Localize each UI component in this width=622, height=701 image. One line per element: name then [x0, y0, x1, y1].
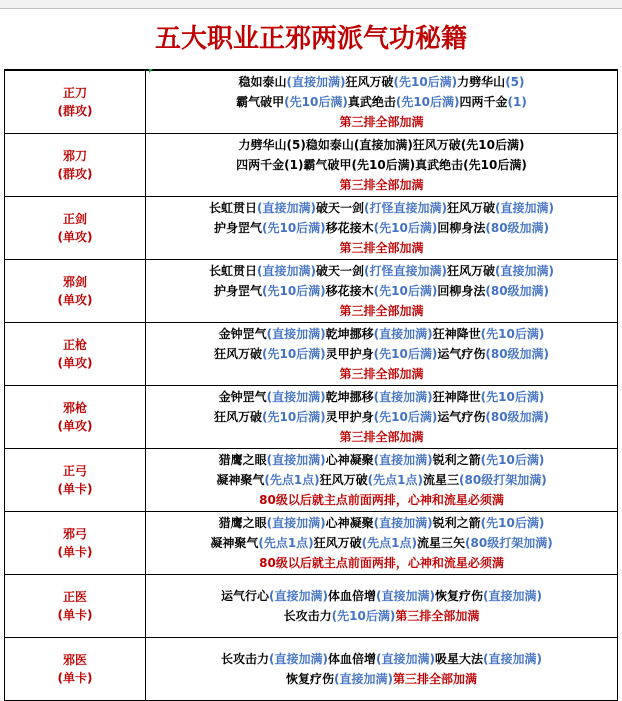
table-row	[5, 575, 618, 638]
skill-name: 心神凝聚	[325, 453, 374, 467]
class-cell[interactable]	[5, 134, 146, 197]
skill-name: 狂风万破	[213, 347, 262, 361]
skill-point-note: (80级加满)	[485, 347, 550, 361]
skill-point-note: (先点1点)	[258, 536, 314, 550]
skill-point-note: (直接加满)	[373, 453, 433, 467]
table-row	[5, 386, 618, 449]
skill-name: 锐利之箭	[432, 453, 481, 467]
skill-line	[146, 198, 617, 218]
class-name: 正弓	[62, 464, 87, 478]
skill-allocation-cell[interactable]	[146, 449, 618, 512]
skill-allocation-cell[interactable]	[146, 134, 618, 197]
skill-name: 心神凝聚	[325, 516, 374, 530]
skill-point-note: (80级加满)	[485, 410, 550, 424]
skill-point-note: (直接加满)	[376, 589, 435, 603]
skill-line	[146, 586, 617, 606]
skill-line	[146, 427, 617, 447]
skill-point-note: (先10后满)	[261, 347, 326, 361]
skill-name: 锐利之箭	[432, 516, 481, 530]
skill-line	[146, 490, 617, 510]
highlight-note: 80级以后就主点前面两排，心神和流星必须满	[259, 493, 504, 507]
skill-name: 移花接木	[325, 284, 374, 298]
class-cell[interactable]	[5, 638, 146, 701]
skill-line	[146, 281, 617, 301]
class-cell[interactable]	[5, 512, 146, 575]
class-attack-type: (单卡)	[57, 671, 93, 685]
skill-name: 长攻击力	[221, 652, 270, 666]
skill-point-note: (先10后满)	[395, 95, 460, 109]
skill-point-note: (先点1点)	[264, 473, 320, 487]
skill-point-note: (直接加满)	[269, 589, 328, 603]
skill-point-note: (直接加满)	[266, 516, 326, 530]
skill-name: 乾坤挪移	[325, 390, 374, 404]
skill-name: 力劈华山(5)稳如泰山(直接加满)狂风万破(先10后满)	[238, 138, 525, 152]
highlight-note: 第三排全部加满	[395, 609, 480, 623]
highlight-note: 第三排全部加满	[339, 367, 424, 381]
skill-point-note: (先10后满)	[261, 284, 326, 298]
skill-line	[146, 155, 617, 175]
skill-point-note: (5)	[505, 75, 525, 89]
skill-point-note: (先10后满)	[261, 410, 326, 424]
class-attack-type: (单攻)	[57, 293, 93, 307]
skill-line	[146, 112, 617, 132]
skill-point-note: (先10后满)	[373, 284, 438, 298]
skill-point-note: (先10后满)	[261, 221, 326, 235]
skill-name: 恢复疗伤	[285, 672, 334, 686]
skill-line	[146, 261, 617, 281]
class-name: 邪医	[62, 653, 87, 667]
table-row	[5, 323, 618, 386]
skill-name: 恢复疗伤	[435, 589, 484, 603]
skill-line	[146, 72, 617, 92]
skill-point-note: (打怪直接加满)	[364, 264, 447, 278]
skill-point-note: (直接加满)	[266, 453, 326, 467]
skill-line	[146, 387, 617, 407]
skill-name: 金钟罡气	[218, 390, 267, 404]
skill-line	[146, 364, 617, 384]
skill-name: 移花接木	[325, 221, 374, 235]
table-row	[5, 638, 618, 701]
class-name: 邪剑	[62, 275, 87, 289]
skill-point-note: (直接加满)	[483, 652, 542, 666]
skill-line	[146, 606, 617, 626]
table-row	[5, 512, 618, 575]
class-name: 邪弓	[62, 527, 87, 541]
cell-comment-marker-icon	[149, 69, 153, 73]
skill-name: 灵甲护身	[325, 347, 374, 361]
skill-name: 护身罡气	[213, 284, 262, 298]
class-cell[interactable]	[5, 323, 146, 386]
skill-point-note: (直接加满)	[376, 652, 435, 666]
skill-point-note: (先10后满)	[331, 609, 396, 623]
skill-point-note: (80级加满)	[485, 284, 550, 298]
skill-line	[146, 407, 617, 427]
skill-line	[146, 450, 617, 470]
skill-name: 四两千金	[459, 95, 508, 109]
skill-point-note: (先10后满)	[480, 453, 545, 467]
skill-name: 狂风万破	[447, 201, 496, 215]
class-cell[interactable]	[5, 71, 146, 134]
skill-allocation-cell[interactable]	[146, 638, 618, 701]
skill-line	[146, 649, 617, 669]
class-attack-type: (单卡)	[57, 608, 93, 622]
skill-name: 破天一剑	[316, 201, 365, 215]
skill-name: 回柳身法	[437, 221, 486, 235]
table-row	[5, 260, 618, 323]
skill-point-note: (先10后满)	[480, 390, 545, 404]
skill-name: 流星三	[423, 473, 460, 487]
skill-allocation-cell[interactable]	[146, 323, 618, 386]
skill-point-note: (80级加满)	[485, 221, 550, 235]
skill-point-note: (先10后满)	[373, 221, 438, 235]
skill-line	[146, 238, 617, 258]
skill-point-note: (直接加满)	[373, 327, 433, 341]
skill-point-note: (80级打架加满)	[459, 473, 547, 487]
skill-line	[146, 135, 617, 155]
skill-name: 吸星大法	[435, 652, 484, 666]
table-row	[5, 71, 618, 134]
skill-name: 运气行心	[221, 589, 270, 603]
class-attack-type: (群攻)	[57, 104, 93, 118]
skill-point-note: (直接加满)	[334, 672, 393, 686]
skill-allocation-cell[interactable]	[146, 575, 618, 638]
class-attack-type: (单卡)	[57, 545, 93, 559]
class-cell[interactable]	[5, 386, 146, 449]
skill-point-note: (先10后满)	[373, 410, 438, 424]
class-name: 正医	[62, 590, 87, 604]
skill-point-note: (直接加满)	[266, 390, 326, 404]
skill-name: 力劈华山	[457, 75, 506, 89]
skill-point-note: (直接加满)	[495, 201, 554, 215]
skill-name: 金钟罡气	[218, 327, 267, 341]
skill-point-note: (直接加满)	[266, 327, 326, 341]
skill-name: 长攻击力	[283, 609, 332, 623]
class-attack-type: (单攻)	[57, 419, 93, 433]
skill-name: 四两千金(1)霸气破甲(先10后满)真武绝击(先10后满)	[236, 158, 527, 172]
highlight-note: 第三排全部加满	[339, 304, 424, 318]
skill-point-note: (直接加满)	[373, 390, 433, 404]
highlight-note: 第三排全部加满	[339, 178, 424, 192]
table-row	[5, 134, 618, 197]
class-attack-type: (群攻)	[57, 167, 93, 181]
skill-point-note: (先10后满)	[480, 516, 545, 530]
class-attack-type: (单攻)	[57, 356, 93, 370]
highlight-note: 第三排全部加满	[339, 241, 424, 255]
highlight-note: 第三排全部加满	[339, 430, 424, 444]
skill-point-note: (直接加满)	[373, 516, 433, 530]
skill-allocation-cell[interactable]	[146, 197, 618, 260]
skill-line	[146, 553, 617, 573]
skill-line	[146, 175, 617, 195]
class-cell[interactable]	[5, 260, 146, 323]
skill-name: 霸气破甲	[236, 95, 285, 109]
highlight-note: 80级以后就主点前面两排，心神和流星必须满	[259, 556, 504, 570]
skill-name: 狂风万破	[213, 410, 262, 424]
skill-point-note: (80级打架加满)	[465, 536, 553, 550]
class-cell[interactable]	[5, 197, 146, 260]
skill-point-note: (先10后满)	[373, 347, 438, 361]
skill-line	[146, 470, 617, 490]
skill-name: 凝神聚气	[210, 536, 259, 550]
skill-name: 长虹贯日	[209, 264, 258, 278]
skill-point-note: (先10后满)	[480, 327, 545, 341]
skill-name: 猎鹰之眼	[218, 453, 267, 467]
class-cell[interactable]	[5, 575, 146, 638]
skill-line	[146, 533, 617, 553]
skill-name: 回柳身法	[437, 284, 486, 298]
skill-point-note: (先10后满)	[393, 75, 458, 89]
skills-table	[4, 70, 618, 701]
class-name: 正刀	[62, 86, 87, 100]
skill-line	[146, 669, 617, 689]
skill-name: 流星三矢	[417, 536, 466, 550]
skill-name: 灵甲护身	[325, 410, 374, 424]
skill-name: 狂神降世	[432, 390, 481, 404]
highlight-note: 第三排全部加满	[339, 115, 424, 129]
class-cell[interactable]	[5, 449, 146, 512]
skill-point-note: (直接加满)	[257, 201, 316, 215]
class-name: 正剑	[62, 212, 87, 226]
class-attack-type: (单攻)	[57, 230, 93, 244]
top-edge-bar	[0, 0, 622, 9]
skill-name: 狂风万破	[345, 75, 394, 89]
skill-line	[146, 218, 617, 238]
skill-line	[146, 324, 617, 344]
skill-point-note: (打怪直接加满)	[364, 201, 447, 215]
skill-name: 运气疗伤	[437, 410, 486, 424]
class-attack-type: (单卡)	[57, 482, 93, 496]
highlight-note: 第三排全部加满	[392, 672, 477, 686]
skill-line	[146, 92, 617, 112]
skill-point-note: (先点1点)	[367, 473, 423, 487]
skill-name: 体血倍增	[328, 589, 377, 603]
table-row	[5, 449, 618, 512]
class-name: 邪刀	[62, 149, 87, 163]
skill-name: 运气疗伤	[437, 347, 486, 361]
skill-name: 长虹贯日	[209, 201, 258, 215]
skill-line	[146, 344, 617, 364]
skill-name: 凝神聚气	[216, 473, 265, 487]
skill-allocation-cell[interactable]	[146, 260, 618, 323]
skill-name: 护身罡气	[213, 221, 262, 235]
skill-line	[146, 513, 617, 533]
skill-name: 狂风万破	[319, 473, 368, 487]
skill-point-note: (直接加满)	[286, 75, 346, 89]
skill-name: 乾坤挪移	[325, 327, 374, 341]
skill-name: 稳如泰山	[238, 75, 287, 89]
class-name: 邪枪	[62, 401, 87, 415]
skill-point-note: (直接加满)	[495, 264, 554, 278]
skill-allocation-cell[interactable]	[146, 71, 618, 134]
skill-name: 狂风万破	[447, 264, 496, 278]
class-name: 正枪	[62, 338, 87, 352]
skill-point-note: (直接加满)	[269, 652, 328, 666]
skill-name: 狂神降世	[432, 327, 481, 341]
skill-line	[146, 301, 617, 321]
skill-allocation-cell[interactable]	[146, 512, 618, 575]
skill-name: 破天一剑	[316, 264, 365, 278]
page-title: 五大职业正邪两派气功秘籍	[4, 9, 618, 70]
skill-point-note: (1)	[507, 95, 527, 109]
skill-name: 猎鹰之眼	[218, 516, 267, 530]
skill-point-note: (直接加满)	[483, 589, 542, 603]
skill-point-note: (先10后满)	[284, 95, 348, 109]
skill-point-note: (先点1点)	[361, 536, 417, 550]
skill-point-note: (直接加满)	[257, 264, 316, 278]
skill-name: 狂风万破	[313, 536, 362, 550]
skill-name: 真武绝击	[347, 95, 396, 109]
table-row	[5, 197, 618, 260]
skill-name: 体血倍增	[328, 652, 377, 666]
skill-allocation-cell[interactable]	[146, 386, 618, 449]
